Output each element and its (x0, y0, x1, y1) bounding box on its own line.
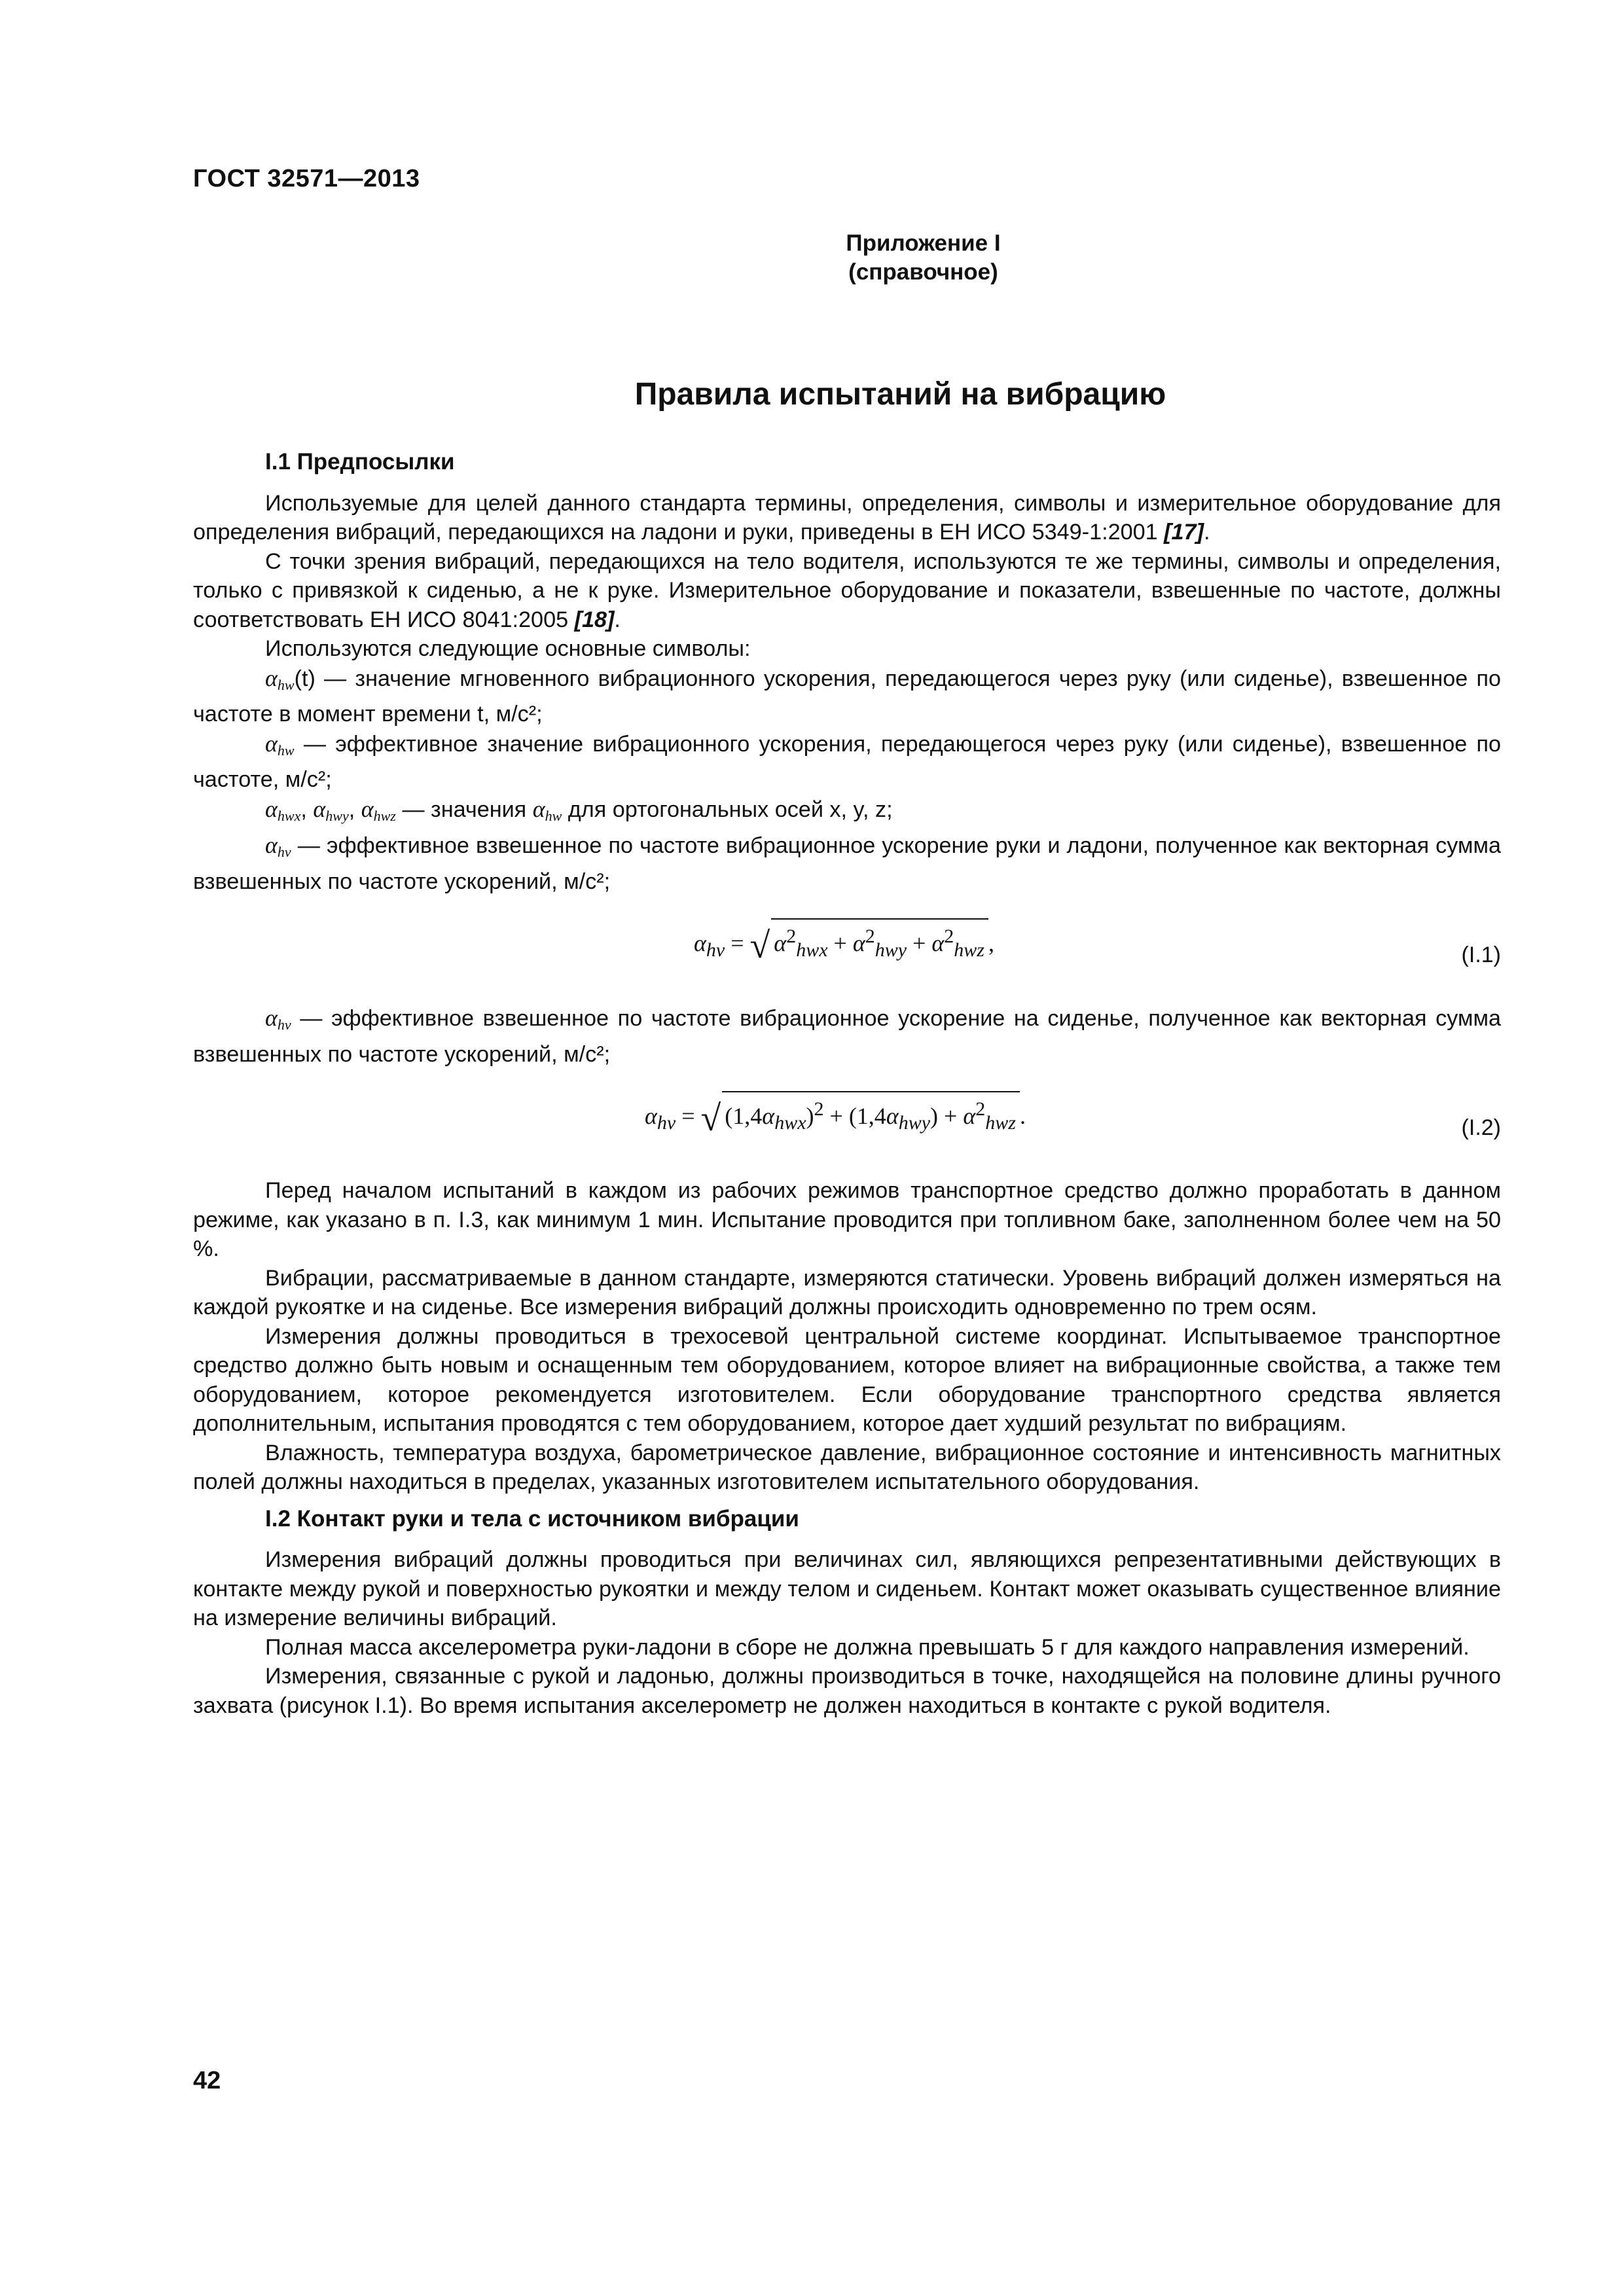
formula-number: (I.2) (1461, 1115, 1501, 1140)
symbol: $\alpha_{hwy}$ (313, 795, 349, 824)
formula-expression: $\alpha_{hv}$ = √ $(1,4\alpha_{hwx})^2 + (1,4\alpha_{hwy}) + \alpha^2_{hwz}$ . (645, 1091, 1026, 1138)
symbol: $\alpha_{hw}$ (265, 664, 295, 693)
paragraph: С точки зрения вибраций, передающихся на тело водителя, используются те же термины, символы и определения, только с привязкой к сиденью, а не к руке. Измерительное оборудование и показатели, взвешенные по частоте, должны соответствовать ЕН ИСО 8041:2005 [18]. (193, 548, 1501, 632)
symbol: $\alpha_{hwx}$ (265, 795, 301, 824)
paragraph: Используются следующие основные символы: (265, 636, 751, 661)
paragraph-text: С точки зрения вибраций, передающихся на тело водителя, используются те же термины, символы и определения, только с привязкой к сиденью, а не к руке. Измерительное оборудование и показатели, взвешенные по частоте, должны соответствовать ЕН ИСО 8041:2005 (193, 548, 1501, 632)
symbol-definition (193, 831, 1501, 896)
formula-i2 (193, 1082, 1501, 1160)
appendix-type: (справочное) (848, 259, 998, 285)
definition-text: — значения (402, 797, 527, 822)
symbol: $\alpha_{hv}$ (265, 832, 291, 860)
definition-text: — эффективное значение вибрационного ускорения, передающегося через руку (или сиденье), взвешенное по частоте, м/с²; (193, 731, 1501, 792)
symbol-definition (193, 729, 1501, 795)
definition-text: — эффективное взвешенное по частоте вибрационное ускорение на сиденье, полученное как векторная сумма взвешенных по частоте ускорений, м/с²; (193, 1006, 1502, 1067)
symbol-definition: $\alpha_{hw}(t)$ — значение мгновенного вибрационного ускорения, передающегося через руку (или сиденье), взвешенное по частоте в момент времени t, м/с²; (193, 664, 1501, 726)
reference: [17] (1164, 520, 1204, 545)
paragraph: Используемые для целей данного стандарта термины, определения, символы и измерительное оборудование для определения вибраций, передающихся на ладони и руки, приведены в ЕН ИСО 5349-1:2001 [17]. (193, 490, 1501, 545)
section-heading-i1: I.1 Предпосылки (265, 449, 455, 475)
paragraph: Перед началом испытаний в каждом из рабочих режимов транспортное средство должно проработать в данном режиме, как указано в п. I.3, как минимум 1 мин. Испытание проводится при топливном баке, заполненном более чем на 50 %. (193, 1178, 1501, 1261)
formula-number: (I.1) (1461, 942, 1501, 967)
paragraph: Вибрации, рассматриваемые в данном стандарте, измеряются статически. Уровень вибраций должен измеряться на каждой рукоятке и на сиденье. Все измерения вибраций должны происходить одновременно по трем осям. (193, 1265, 1501, 1319)
main-content (193, 448, 1501, 1720)
document-code: ГОСТ 32571—2013 (193, 165, 420, 192)
section-heading-i2: I.2 Контакт руки и тела с источником вибрации (265, 1505, 799, 1532)
formula-expression: $\alpha_{hv}$ = √ $\alpha^2_{hwx} + \alpha^2_{hwy} + \alpha^2_{hwz}$ , (694, 918, 994, 965)
reference: [18] (574, 607, 615, 632)
paragraph: Полная масса акселерометра руки-ладони в сборе не должна превышать 5 г для каждого направления измерений. (265, 1634, 1470, 1660)
definition-text: для ортогональных осей x, y, z; (568, 797, 893, 822)
paragraph-text: Используемые для целей данного стандарта термины, определения, символы и измерительное оборудование для определения вибраций, передающихся на ладони и руки, приведены в ЕН ИСО 5349-1:2001 (193, 490, 1501, 545)
paragraph: Влажность, температура воздуха, барометрическое давление, вибрационное состояние и интенсивность магнитных полей должны находиться в пределах, указанных изготовителем испытательного оборудования. (193, 1440, 1501, 1494)
definition-text: — значение мгновенного вибрационного ускорения, передающегося через руку (или сиденье), взвешенное по частоте в момент времени t, м/с²; (193, 666, 1501, 726)
page-number: 42 (193, 2067, 221, 2094)
appendix-title: Приложение I (846, 230, 1001, 256)
formula-i1 (193, 909, 1501, 988)
symbol: $\alpha_{hw}$ (265, 730, 295, 759)
symbol: $\alpha_{hw}$ (532, 795, 562, 824)
definition-text: — эффективное взвешенное по частоте вибрационное ускорение руки и ладони, полученное как векторная сумма взвешенных по частоте ускорений, м/с²; (193, 833, 1501, 894)
paragraph: Измерения вибраций должны проводиться при величинах сил, являющихся репрезентативными действующих в контакте между рукой и поверхностью рукоятки и между телом и сиденьем. Контакт может оказывать существенное влияние на измерение величины вибраций. (193, 1547, 1501, 1630)
symbol-definition (193, 1003, 1501, 1069)
paragraph: Измерения, связанные с рукой и ладонью, должны производиться в точке, находящейся на половине длины ручного захвата (рисунок I.1). Во время испытания акселерометр не должен находиться в контакте с рукой водителя. (193, 1664, 1501, 1718)
symbol: $\alpha_{hv}$ (265, 1005, 291, 1033)
appendix-label (0, 229, 1624, 287)
page-title: Правила испытаний на вибрацию (634, 377, 1166, 412)
paragraph: Измерения должны проводиться в трехосевой центральной системе координат. Испытываемое транспортное средство должно быть новым и оснащенным тем оборудованием, которое влияет на вибрационные свойства, а также тем оборудованием, которое рекомендуется изготовителем. Если оборудование транспортного средства является дополнительным, испытания проводятся с тем оборудованием, которое дает худший результат по вибрациям. (193, 1323, 1501, 1436)
symbol: $\alpha_{hwz}$ (361, 795, 396, 824)
symbol-definition: $\alpha_{hwx}$, $\alpha_{hwy}$, $\alpha_{hwz}$ — значения $\alpha_{hw}$ для ортогональных осей x, y, z; (265, 795, 893, 824)
